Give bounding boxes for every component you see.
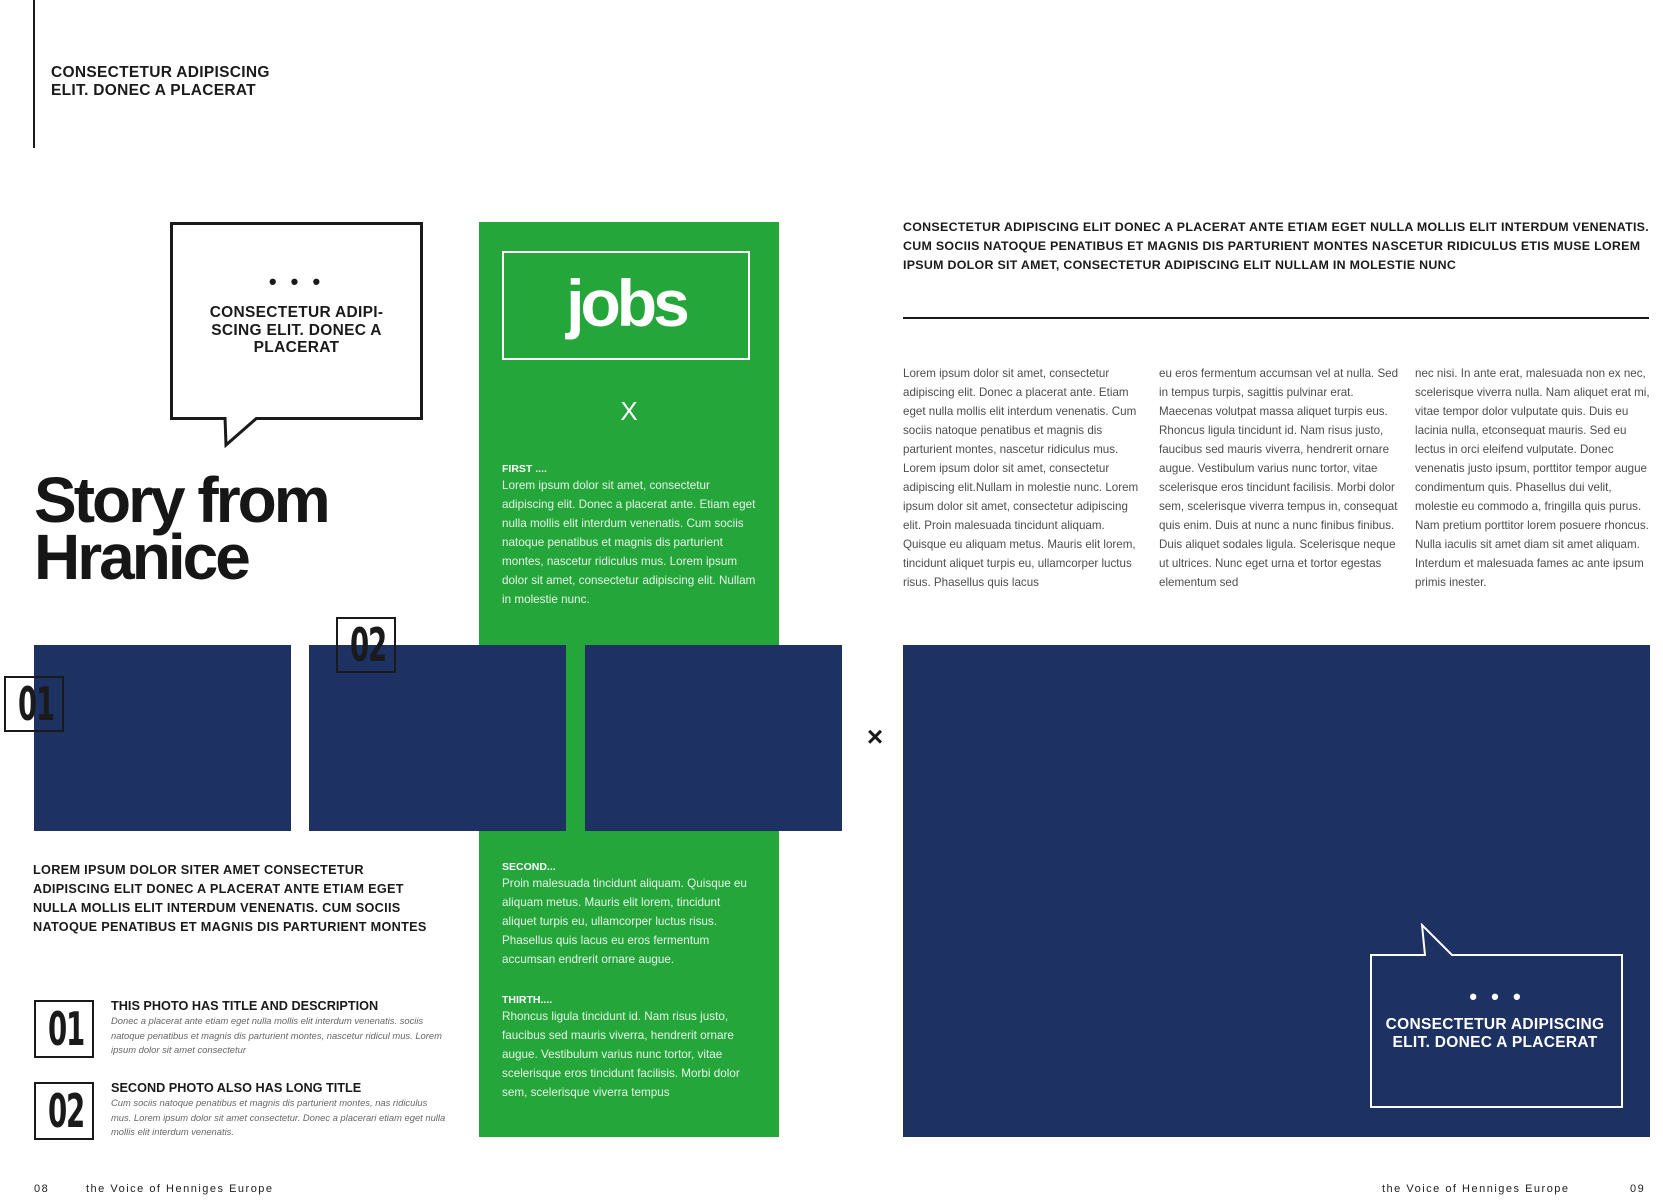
caption-description: Cum sociis natoque penatibus et magnis dis parturient montes, nas ridiculus mus. Lorem ipsum dolor sit amet consectetur. Donec a placerari etiam eget nulla mollis elit interdum venenatis. — [111, 1097, 446, 1137]
intro-paragraph: LOREM IPSUM DOLOR SITER AMET CONSECTETUR ADIPISCING ELIT DONEC A PLACERAT ANTE ETIAM EGET NULLA MOLLIS ELIT INTERDUM VENENATIS. CUM SOCIIS NATOQUE PENATIBUS ET MAGNIS DIS PARTURIENT MONTES — [33, 863, 427, 934]
photo-placeholder-3 — [585, 645, 842, 831]
caption-number-2: 02 — [34, 1082, 94, 1140]
photo-placeholder-1 — [34, 645, 291, 831]
article-lead: CONSECTETUR ADIPISCING ELIT DONEC A PLACERAT ANTE ETIAM EGET NULLA MOLLIS ELIT INTERDUM VENENATIS. CUM SOCIIS NATOQUE PENATIBUS ET MAGNIS DIS PARTURIENT MONTES NASCETUR RIDICULUS ETIS MUSE LOREM IPSUM DOLOR SIT AMET, CONSECTETUR ADIPISCING ELIT NULLAM IN MOLESTIE NUNC — [903, 220, 1649, 272]
photo-number-badge-1: 01 — [4, 676, 64, 732]
jobs-section-body: Lorem ipsum dolor sit amet, consectetur adipiscing elit. Donec a placerat ante. Etiam eget nulla mollis elit interdum venenatis. Cum sociis natoque penatibus et magnis dis parturient montes, nascetur ridiculus mus. Lorem ipsum dolor sit amet, consectetur adipiscing elit. Nullam in molestie nunc. — [502, 479, 756, 606]
ellipsis-icon: • • • — [268, 269, 325, 294]
jobs-x-mark: X — [620, 396, 638, 426]
jobs-logo: jobs — [566, 266, 686, 340]
jobs-section-body: Rhoncus ligula tincidunt id. Nam risus justo, faucibus sed mauris viverra, hendrerit ornare augue. Vestibulum varius nunc tortor, vitae scelerisque eros tincidunt facilisis. Morbi dolor sem, scelerisque viverra tempus — [502, 1010, 740, 1099]
caption-description: Donec a placerat ante etiam eget nulla mollis elit interdum venenatis. sociis natoque penatibus et magnis dis parturient montes, nascetur ridicul mus. Lorem ipsum dolor sit amet consectetur — [111, 1015, 442, 1055]
footer-publication-left: the Voice of Henniges Europe — [86, 1183, 274, 1195]
jobs-section-heading: THIRTH.... — [502, 994, 553, 1006]
footer-publication-right: the Voice of Henniges Europe — [1382, 1183, 1570, 1195]
speech-bubble-tail — [222, 417, 262, 451]
jobs-section-body: Proin malesuada tincidunt aliquam. Quisque eu aliquam metus. Mauris elit lorem, tincidunt aliquet turpis eu, ullamcorper luctus risus. Phasellus quis lacus eu eros fermentum accumsan endrerit ornare augue. — [502, 877, 747, 966]
page-number-left: 08 — [34, 1183, 50, 1195]
story-title — [34, 464, 328, 593]
body-column-2: eu eros fermentum accumsan vel at nulla. Sed in tempus turpis, sagittis pulvinar erat. Maecenas volutpat massa aliquet turpis eus. Rhoncus ligula tincidunt id. Nam risus justo, faucibus sed mauris viverra, hendrerit ornare augue. Vestibulum varius nunc tortor, vitae scelerisque eros tincidunt facilisis. Morbi dolor sem, scelerisque viverra tempus in, consequat quis enim. Duis at nunc a nunc finibus finibus. Duis aliquet sodales ligula. Scelerisque neque ut ultrices. Nunc eget urna et tortor egestas elementum sed — [1159, 367, 1399, 589]
caption-2 — [111, 1081, 446, 1140]
body-column-3: nec nisi. In ante erat, malesuada non ex nec, scelerisque viverra nulla. Nam aliquet erat mi, vitae tempor dolor vulputate quis. Duis eu lacinia nulla, etconsequat mauris. Sed eu lectus in orci eleifend vulputate. Donec venenatis justo ipsum, porttitor tempor augue condimentum quis. Phasellus dui velit, molestie eu commodo a, fringilla quis purus. Nam pretium porttitor lorem posuere rhoncus. Nulla iaculis sit amet diam sit amet aliquam. Interdum et malesuada fames ac ante ipsum primis inester. — [1415, 367, 1650, 589]
bubble-text: CONSECTETUR ADIPI-SCING ELIT. DONEC A PLACERAT — [209, 304, 384, 356]
jobs-section-second — [502, 860, 757, 969]
margin-rule — [33, 0, 35, 148]
caption-title: SECOND PHOTO ALSO HAS LONG TITLE — [111, 1081, 362, 1095]
body-column-1: Lorem ipsum dolor sit amet, consectetur adipiscing elit. Donec a placerat ante. Etiam eget nulla mollis elit interdum venenatis. Cum sociis natoque penatibus et magnis dis parturient montes, nascetur ridiculus mus. Lorem ipsum dolor sit amet, consectetur adipiscing elit.Nullam in molestie nunc. Lorem ipsum dolor sit amet, consectetur adipiscing elit. Proin malesuada tincidunt aliquam. Quisque eu aliquam metus. Mauris elit lorem, tincidunt aliquet turpis eu, ullamcorper luctus risus. Phasellus quis lacus — [903, 367, 1139, 589]
jobs-section-heading: FIRST .... — [502, 463, 547, 475]
ellipsis-icon-right: • • • — [1469, 984, 1525, 1009]
jobs-section-first — [502, 462, 757, 609]
divider — [903, 317, 1649, 319]
caption-number-1: 01 — [34, 1000, 94, 1058]
caption-title: THIS PHOTO HAS TITLE AND DESCRIPTION — [111, 999, 379, 1013]
caption-1 — [111, 999, 446, 1058]
jobs-section-heading: SECOND... — [502, 861, 556, 873]
story-title-line2: Hranice — [34, 521, 248, 593]
jobs-section-third — [502, 993, 757, 1102]
page-number-right: 09 — [1630, 1183, 1646, 1195]
bubble-text-right: CONSECTETUR ADIPISCING ELIT. DONEC A PLACERAT — [1385, 1016, 1605, 1051]
page-kicker: CONSECTETUR ADIPISCING ELIT. DONEC A PLACERAT — [51, 64, 270, 99]
close-x-icon: × — [866, 721, 884, 752]
story-title-line1: Story from — [34, 464, 328, 536]
photo-number-badge-2: 02 — [336, 617, 396, 673]
